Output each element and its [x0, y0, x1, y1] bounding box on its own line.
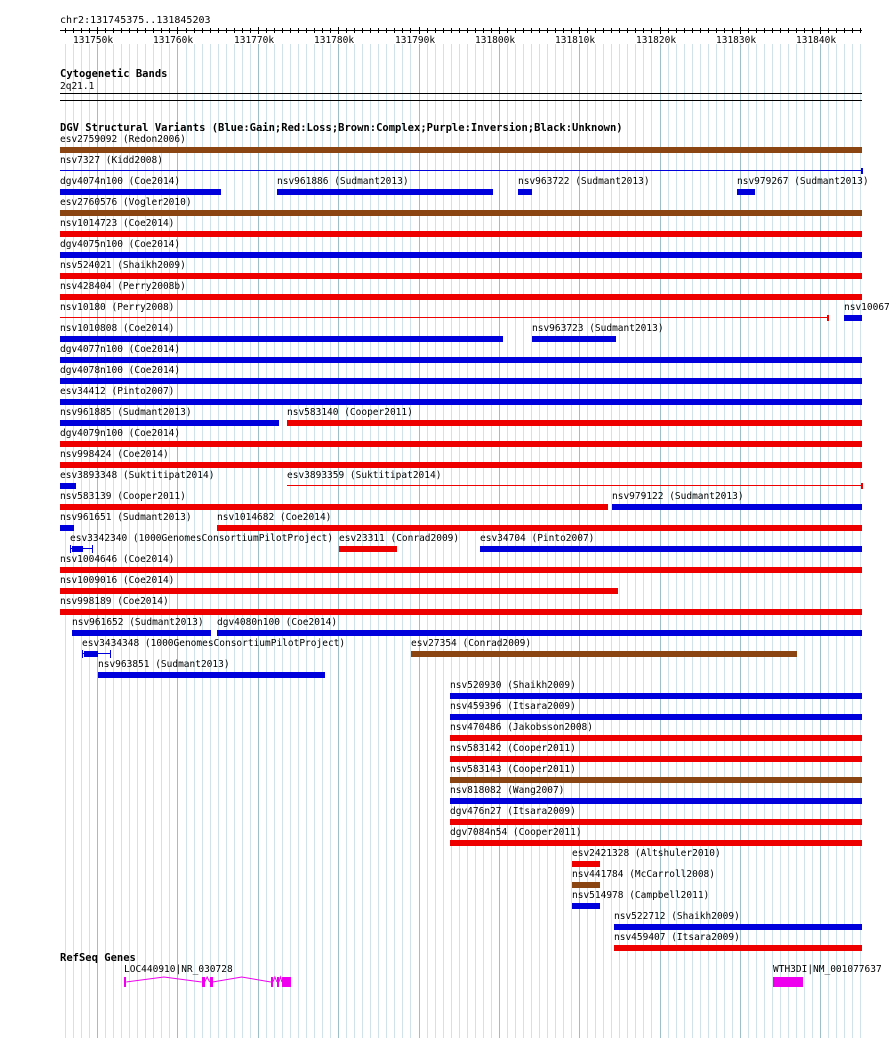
ruler-minor-tick	[210, 28, 211, 33]
ruler-minor-tick	[274, 28, 275, 33]
ruler-minor-tick	[756, 28, 757, 33]
variant-label[interactable]: nsv1009016 (Coe2014)	[60, 575, 175, 586]
ruler-major-tick	[660, 27, 661, 34]
ruler-minor-tick	[860, 28, 861, 33]
ruler-minor-tick	[234, 28, 235, 33]
variant-bar[interactable]	[572, 903, 600, 909]
ruler-minor-tick	[378, 28, 379, 33]
ruler-minor-tick	[732, 28, 733, 33]
ruler-minor-tick	[370, 28, 371, 33]
gene-intron-lines	[0, 973, 890, 993]
ruler-minor-tick	[708, 28, 709, 33]
variant-bar[interactable]	[60, 462, 862, 468]
variant-label[interactable]: esv3893359 (Suktitipat2014)	[287, 470, 442, 481]
variant-label[interactable]: esv34412 (Pinto2007)	[60, 386, 175, 397]
ruler-minor-tick	[137, 28, 138, 33]
ruler-minor-tick	[828, 28, 829, 33]
ruler-minor-tick	[595, 28, 596, 33]
variant-label[interactable]: esv3434348 (1000GenomesConsortiumPilotProject)	[82, 638, 346, 649]
gene-intron	[205, 977, 210, 982]
ruler-tick-label: 131840k	[796, 35, 837, 46]
gene-exon[interactable]	[202, 977, 205, 987]
ruler-minor-tick	[836, 28, 837, 33]
gene-exon[interactable]	[210, 977, 213, 987]
ruler-minor-tick	[627, 28, 628, 33]
variant-bar[interactable]	[217, 630, 862, 636]
ruler-minor-tick	[451, 28, 452, 33]
ruler-minor-tick	[668, 28, 669, 33]
variant-bar[interactable]	[60, 504, 608, 510]
variant-bar[interactable]	[518, 189, 532, 195]
ruler-major-tick	[97, 27, 98, 34]
ruler-minor-tick	[194, 28, 195, 33]
ruler-minor-tick	[611, 28, 612, 33]
variant-bar[interactable]	[60, 588, 618, 594]
variant-bar[interactable]	[614, 924, 862, 930]
variant-label[interactable]: nsv583140 (Cooper2011)	[287, 407, 413, 418]
ruler-major-tick	[177, 27, 178, 34]
ruler-minor-tick	[202, 28, 203, 33]
ruler-minor-tick	[314, 28, 315, 33]
dgv-track-title: DGV Structural Variants (Blue:Gain;Red:Loss;Brown:Complex;Purple:Inversion;Black:Unknown)	[60, 122, 623, 134]
variant-bar[interactable]	[60, 252, 862, 258]
variant-label[interactable]: dgv4077n100 (Coe2014)	[60, 344, 181, 355]
variant-label[interactable]: dgv4075n100 (Coe2014)	[60, 239, 181, 250]
variant-label[interactable]: nsv459407 (Itsara2009)	[614, 932, 740, 943]
variant-label[interactable]: dgv4074n100 (Coe2014)	[60, 176, 181, 187]
variant-bar-end	[110, 650, 111, 658]
variant-bar[interactable]	[450, 714, 862, 720]
variant-bar[interactable]	[60, 441, 862, 447]
variant-label[interactable]: nsv459396 (Itsara2009)	[450, 701, 576, 712]
ruler-minor-tick	[322, 28, 323, 33]
ruler-minor-tick	[330, 28, 331, 33]
ruler-tick-label: 131790k	[395, 35, 436, 46]
ruler-minor-tick	[226, 28, 227, 33]
ruler-major-tick	[820, 27, 821, 34]
variant-label[interactable]: nsv963722 (Sudmant2013)	[518, 176, 650, 187]
ruler-minor-tick	[266, 28, 267, 33]
ruler-minor-tick	[788, 28, 789, 33]
gene-exon[interactable]	[773, 977, 803, 987]
ruler-minor-tick	[603, 28, 604, 33]
ruler-minor-tick	[250, 28, 251, 33]
ruler-minor-tick	[65, 28, 66, 33]
variant-label[interactable]: dgv4080n100 (Coe2014)	[217, 617, 338, 628]
variant-bar[interactable]	[287, 485, 862, 486]
ruler-minor-tick	[684, 28, 685, 33]
ruler-minor-tick	[764, 28, 765, 33]
variant-label[interactable]: nsv524021 (Shaikh2009)	[60, 260, 186, 271]
ruler-minor-tick	[282, 28, 283, 33]
variant-label[interactable]: nsv961885 (Sudmant2013)	[60, 407, 192, 418]
ruler-minor-tick	[354, 28, 355, 33]
ruler-minor-tick	[812, 28, 813, 33]
ruler-tick-label: 131770k	[234, 35, 275, 46]
variant-label[interactable]: esv34704 (Pinto2007)	[480, 533, 595, 544]
ruler-minor-tick	[523, 28, 524, 33]
variant-bar[interactable]	[60, 170, 862, 171]
variant-bar[interactable]	[60, 525, 74, 531]
variant-bar[interactable]	[450, 693, 862, 699]
variant-label[interactable]: nsv998189 (Coe2014)	[60, 596, 169, 607]
ruler-minor-tick	[475, 28, 476, 33]
variant-bar[interactable]	[72, 630, 211, 636]
ruler-minor-tick	[186, 28, 187, 33]
gene-exon[interactable]	[271, 977, 273, 987]
ruler-minor-tick	[89, 28, 90, 33]
ruler-minor-tick	[724, 28, 725, 33]
variant-label[interactable]: nsv583143 (Cooper2011)	[450, 764, 576, 775]
ruler-minor-tick	[563, 28, 564, 33]
variant-bar[interactable]	[60, 399, 862, 405]
variant-bar[interactable]	[60, 609, 862, 615]
ruler-minor-tick	[242, 28, 243, 33]
variant-label[interactable]: esv2421328 (Altshuler2010)	[572, 848, 721, 859]
variant-bar[interactable]	[60, 483, 76, 489]
variant-bar[interactable]	[287, 420, 862, 426]
ruler-minor-tick	[73, 28, 74, 33]
ruler-minor-tick	[852, 28, 853, 33]
variant-bar[interactable]	[60, 420, 279, 426]
ruler-minor-tick	[555, 28, 556, 33]
variant-label[interactable]: esv3342340 (1000GenomesConsortiumPilotProject)	[70, 533, 334, 544]
gene-exon[interactable]	[277, 977, 279, 987]
variant-label[interactable]: nsv963851 (Sudmant2013)	[98, 659, 230, 670]
variant-bar-end	[827, 315, 829, 321]
variant-bar[interactable]	[60, 189, 221, 195]
ruler-minor-tick	[676, 28, 677, 33]
location-label: chr2:131745375..131845203	[60, 15, 211, 26]
variant-label[interactable]: nsv998424 (Coe2014)	[60, 449, 169, 460]
variant-bar[interactable]	[217, 525, 862, 531]
ruler-minor-tick	[121, 28, 122, 33]
ruler-minor-tick	[716, 28, 717, 33]
variant-bar[interactable]	[450, 840, 862, 846]
variant-label[interactable]: dgv4079n100 (Coe2014)	[60, 428, 181, 439]
ruler-minor-tick	[435, 28, 436, 33]
variant-bar[interactable]	[60, 210, 862, 216]
ruler-tick-label: 131810k	[555, 35, 596, 46]
ruler-minor-tick	[218, 28, 219, 33]
variant-bar-end	[92, 545, 93, 553]
variant-bar[interactable]	[84, 651, 98, 657]
variant-label[interactable]: esv23311 (Conrad2009)	[339, 533, 460, 544]
cytoband-line	[60, 93, 862, 94]
variant-bar[interactable]	[450, 735, 862, 741]
variant-bar[interactable]	[60, 317, 828, 318]
ruler-minor-tick	[81, 28, 82, 33]
ruler-minor-tick	[145, 28, 146, 33]
gene-exon[interactable]	[124, 977, 126, 987]
ruler-minor-tick	[844, 28, 845, 33]
variant-label[interactable]: nsv520930 (Shaikh2009)	[450, 680, 576, 691]
ruler-minor-tick	[290, 28, 291, 33]
variant-label[interactable]: dgv4078n100 (Coe2014)	[60, 365, 181, 376]
variant-label[interactable]: nsv1004646 (Coe2014)	[60, 554, 175, 565]
ruler-tick-label: 131760k	[153, 35, 194, 46]
ruler-minor-tick	[298, 28, 299, 33]
ruler-minor-tick	[443, 28, 444, 33]
refseq-track-title: RefSeq Genes	[60, 952, 136, 964]
ruler-minor-tick	[700, 28, 701, 33]
variant-label[interactable]: dgv476n27 (Itsara2009)	[450, 806, 576, 817]
variant-label[interactable]: nsv961652 (Sudmant2013)	[72, 617, 204, 628]
cytoband-line-bottom	[60, 100, 862, 101]
ruler-minor-tick	[467, 28, 468, 33]
variant-label[interactable]: nsv428404 (Perry2008b)	[60, 281, 186, 292]
ruler-minor-tick	[362, 28, 363, 33]
ruler-minor-tick	[427, 28, 428, 33]
ruler-minor-tick	[780, 28, 781, 33]
variant-bar[interactable]	[572, 861, 600, 867]
gene-label[interactable]: LOC440910|NR_030728	[124, 964, 233, 975]
ruler-tick-label: 131820k	[636, 35, 677, 46]
ruler-minor-tick	[483, 28, 484, 33]
variant-label[interactable]: nsv7327 (Kidd2008)	[60, 155, 163, 166]
variant-label[interactable]: nsv1010808 (Coe2014)	[60, 323, 175, 334]
variant-bar[interactable]	[572, 882, 600, 888]
variant-label[interactable]: nsv818082 (Wang2007)	[450, 785, 565, 796]
ruler-minor-tick	[386, 28, 387, 33]
variant-bar[interactable]	[60, 378, 862, 384]
variant-label[interactable]: nsv979267 (Sudmant2013)	[737, 176, 869, 187]
ruler-minor-tick	[635, 28, 636, 33]
variant-label[interactable]: nsv514978 (Campbell2011)	[572, 890, 710, 901]
variant-label[interactable]: nsv583142 (Cooper2011)	[450, 743, 576, 754]
ruler-major-tick	[258, 27, 259, 34]
variant-label[interactable]: esv2760576 (Vogler2010)	[60, 197, 192, 208]
variant-bar[interactable]	[60, 273, 862, 279]
variant-label[interactable]: esv2759092 (Redon2006)	[60, 134, 186, 145]
gene-exon[interactable]	[282, 977, 291, 987]
variant-bar[interactable]	[450, 777, 862, 783]
ruler-minor-tick	[547, 28, 548, 33]
ruler-minor-tick	[796, 28, 797, 33]
variant-bar[interactable]	[450, 756, 862, 762]
ruler-minor-tick	[491, 28, 492, 33]
ruler-minor-tick	[651, 28, 652, 33]
ruler-minor-tick	[113, 28, 114, 33]
ruler-minor-tick	[804, 28, 805, 33]
ruler-minor-tick	[692, 28, 693, 33]
variant-label[interactable]: nsv1014723 (Coe2014)	[60, 218, 175, 229]
ruler-tick-label: 131780k	[314, 35, 355, 46]
ruler-minor-tick	[772, 28, 773, 33]
ruler-major-tick	[338, 27, 339, 34]
ruler-minor-tick	[169, 28, 170, 33]
variant-label[interactable]: nsv963723 (Sudmant2013)	[532, 323, 664, 334]
ruler-minor-tick	[643, 28, 644, 33]
ruler-minor-tick	[153, 28, 154, 33]
variant-label[interactable]: nsv441784 (McCarroll2008)	[572, 869, 715, 880]
variant-bar[interactable]	[612, 504, 862, 510]
variant-bar[interactable]	[60, 357, 862, 363]
variant-bar[interactable]	[532, 336, 616, 342]
variant-bar[interactable]	[60, 567, 862, 573]
variant-bar[interactable]	[277, 189, 493, 195]
cytoband-label: 2q21.1	[60, 81, 95, 92]
variant-bar[interactable]	[480, 546, 862, 552]
variant-label[interactable]: esv3893348 (Suktitipat2014)	[60, 470, 215, 481]
ruler-minor-tick	[410, 28, 411, 33]
ruler-minor-tick	[507, 28, 508, 33]
ruler-minor-tick	[161, 28, 162, 33]
ruler-major-tick	[579, 27, 580, 34]
variant-label[interactable]: nsv1014682 (Coe2014)	[217, 512, 332, 523]
variant-label[interactable]: nsv10180 (Perry2008)	[60, 302, 175, 313]
ruler-minor-tick	[539, 28, 540, 33]
ruler-minor-tick	[394, 28, 395, 33]
gene-intron	[126, 977, 201, 982]
gene-intron	[213, 977, 271, 982]
variant-label[interactable]: nsv522712 (Shaikh2009)	[614, 911, 740, 922]
variant-bar-end	[861, 483, 863, 489]
variant-bar[interactable]	[614, 945, 862, 951]
ruler-tick-label: 131750k	[73, 35, 114, 46]
ruler-major-tick	[499, 27, 500, 34]
ruler-minor-tick	[105, 28, 106, 33]
variant-bar[interactable]	[60, 231, 862, 237]
variant-label[interactable]: esv27354 (Conrad2009)	[411, 638, 532, 649]
cytoband-track-title: Cytogenetic Bands	[60, 68, 168, 80]
ruler-minor-tick	[129, 28, 130, 33]
ruler-major-tick	[740, 27, 741, 34]
ruler-tick-label: 131830k	[716, 35, 757, 46]
ruler-minor-tick	[515, 28, 516, 33]
ruler-minor-tick	[587, 28, 588, 33]
ruler-minor-tick	[531, 28, 532, 33]
variant-label[interactable]: dgv7084n54 (Cooper2011)	[450, 827, 582, 838]
ruler-major-tick	[419, 27, 420, 34]
variant-label[interactable]: nsv979122 (Sudmant2013)	[612, 491, 744, 502]
variant-bar[interactable]	[98, 672, 325, 678]
variant-label[interactable]: nsv961651 (Sudmant2013)	[60, 512, 192, 523]
variant-bar[interactable]	[450, 819, 862, 825]
variant-bar-end	[70, 545, 71, 553]
variant-label[interactable]: nsv583139 (Cooper2011)	[60, 491, 186, 502]
variant-label[interactable]: nsv470486 (Jakobsson2008)	[450, 722, 593, 733]
variant-bar[interactable]	[450, 798, 862, 804]
variant-bar[interactable]	[339, 546, 397, 552]
ruler-minor-tick	[306, 28, 307, 33]
ruler-minor-tick	[402, 28, 403, 33]
ruler-tick-label: 131800k	[475, 35, 516, 46]
variant-label[interactable]: nsv10067	[844, 302, 890, 313]
ruler-minor-tick	[346, 28, 347, 33]
variant-label[interactable]: nsv961886 (Sudmant2013)	[277, 176, 409, 187]
variant-bar[interactable]	[60, 294, 862, 300]
ruler-minor-tick	[571, 28, 572, 33]
variant-bar[interactable]	[844, 315, 862, 321]
gene-label[interactable]: WTH3DI|NM_001077637	[773, 964, 882, 975]
variant-bar[interactable]	[72, 546, 83, 552]
variant-bar-end	[861, 168, 863, 174]
ruler-minor-tick	[748, 28, 749, 33]
ruler-minor-tick	[619, 28, 620, 33]
variant-bar-end	[82, 650, 83, 658]
variant-bar[interactable]	[411, 651, 797, 657]
variant-bar[interactable]	[60, 336, 503, 342]
variant-bar[interactable]	[737, 189, 755, 195]
ruler-minor-tick	[459, 28, 460, 33]
variant-bar[interactable]	[60, 147, 862, 153]
